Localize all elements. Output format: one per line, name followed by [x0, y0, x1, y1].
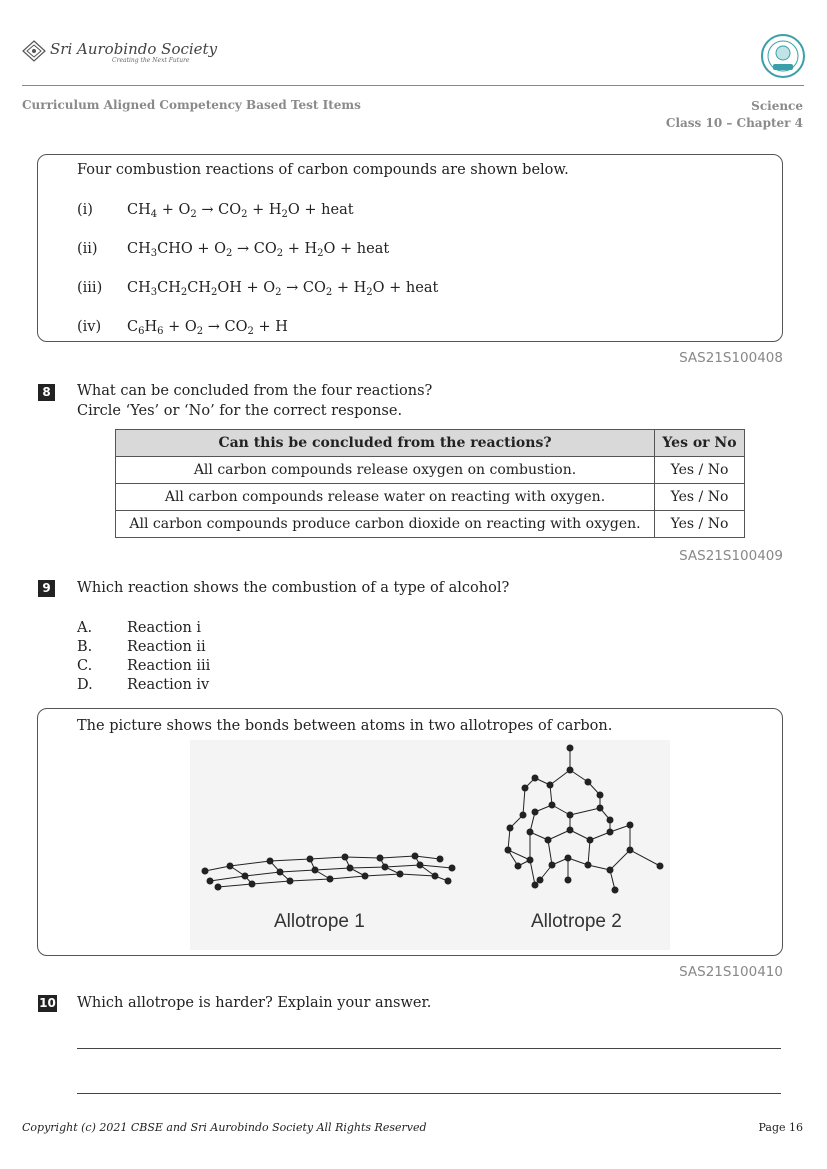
yes-no-cell[interactable]: Yes / No — [655, 457, 745, 484]
society-logo — [22, 38, 218, 70]
reaction-equation: $C_6H_6 + O_2 \to CO_2 + H$ — [127, 319, 288, 337]
cbse-seal-icon — [760, 33, 806, 79]
item-code: SAS21S100410 — [679, 964, 783, 980]
logo-text: Sri Aurobindo Society — [50, 40, 218, 58]
logo-tagline: Creating the Next Future — [112, 57, 190, 64]
table-row — [116, 484, 745, 511]
yes-no-cell[interactable]: Yes / No — [655, 511, 745, 538]
copyright-text: Copyright (c) 2021 CBSE and Sri Aurobindo Society All Rights Reserved — [22, 1121, 427, 1134]
item-code: SAS21S100409 — [679, 548, 783, 564]
class-chapter: Class 10 – Chapter 4 — [665, 116, 803, 130]
reaction-equation: $CH_3CHO + O_2 \to CO_2 + H_2O$ + heat — [127, 241, 390, 259]
question-text: Which reaction shows the combustion of a type of alcohol? — [77, 580, 510, 596]
option-letter: B. — [77, 639, 93, 655]
intro-text: Four combustion reactions of carbon compounds are shown below. — [77, 162, 569, 178]
question-text: What can be concluded from the four reactions? — [77, 383, 433, 399]
statement-cell: All carbon compounds produce carbon dioxide on reacting with oxygen. — [116, 511, 655, 538]
question-number-badge: 9 — [38, 580, 55, 597]
subject: Science — [751, 99, 803, 113]
page-number: Page 16 — [758, 1121, 803, 1134]
option-text[interactable]: Reaction iii — [127, 658, 211, 674]
table-row — [116, 511, 745, 538]
allotrope-2-label: Allotrope 2 — [531, 911, 622, 932]
option-text[interactable]: Reaction ii — [127, 639, 206, 655]
header-rule — [22, 85, 804, 86]
option-text[interactable]: Reaction iv — [127, 677, 210, 693]
table-header: Yes or No — [655, 430, 745, 457]
yes-no-cell[interactable]: Yes / No — [655, 484, 745, 511]
subject-info — [666, 98, 803, 132]
reaction-number: (ii) — [77, 241, 98, 257]
figure-caption: The picture shows the bonds between atoms in two allotropes of carbon. — [77, 718, 613, 734]
option-letter: D. — [77, 677, 93, 693]
table-header: Can this be concluded from the reactions? — [116, 430, 655, 457]
statement-cell: All carbon compounds release water on reacting with oxygen. — [116, 484, 655, 511]
option-letter: C. — [77, 658, 93, 674]
reaction-number: (i) — [77, 202, 93, 218]
reaction-number: (iv) — [77, 319, 102, 335]
conclusion-table — [115, 429, 745, 538]
logo-emblem-icon — [22, 40, 46, 62]
question-text: Which allotrope is harder? Explain your answer. — [77, 995, 432, 1011]
question-number-badge: 8 — [38, 384, 55, 401]
item-code: SAS21S100408 — [679, 350, 783, 366]
reaction-equation: $CH_4 + O_2 \to CO_2 + H_2O$ + heat — [127, 202, 354, 220]
reaction-equation: $CH_3CH_2CH_2OH + O_2 \to CO_2 + H_2O$ + heat — [127, 280, 439, 298]
table-row — [116, 457, 745, 484]
option-letter: A. — [77, 620, 93, 636]
question-number-badge: 10 — [39, 996, 56, 1010]
question-instruction: Circle ‘Yes’ or ‘No’ for the correct response. — [77, 403, 403, 419]
option-text[interactable]: Reaction i — [127, 620, 202, 636]
statement-cell: All carbon compounds release oxygen on combustion. — [116, 457, 655, 484]
document-title: Curriculum Aligned Competency Based Test Items — [22, 98, 361, 112]
allotrope-1-label: Allotrope 1 — [274, 911, 365, 932]
answer-line[interactable] — [77, 1093, 781, 1094]
answer-line[interactable] — [77, 1048, 781, 1049]
reaction-number: (iii) — [77, 280, 103, 296]
